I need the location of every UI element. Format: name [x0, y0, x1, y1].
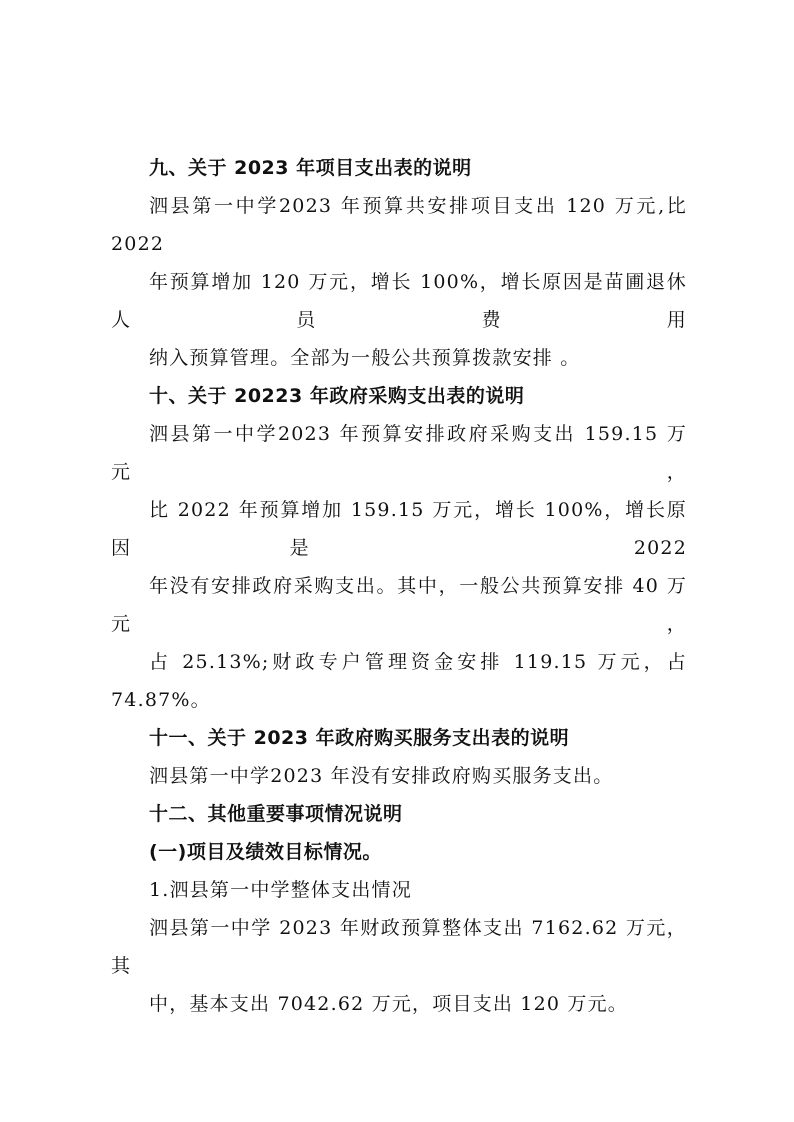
paragraph-line: 年预算增加 120 万元，增长 100%，增长原因是苗圃退休人员费用 — [111, 271, 687, 331]
section-paragraph-11 — [111, 757, 687, 795]
paragraph-line: 年没有安排政府采购支出。其中，一般公共预算安排 40 万元， — [111, 575, 687, 635]
section-heading-12: 十二、其他重要事项情况说明 — [149, 803, 403, 825]
paragraph-line: 占 25.13%;财政专户管理资金安排 119.15 万元，占 74.87%。 — [111, 651, 687, 711]
paragraph-line: 泗县第一中学 2023 年财政预算整体支出 7162.62 万元，其 — [111, 917, 687, 977]
item-title — [111, 871, 687, 909]
document-body — [111, 149, 687, 1023]
paragraph-line: 比 2022 年预算增加 159.15 万元，增长 100%，增长原因是 2022 — [111, 499, 687, 559]
item-title-text: 1.泗县第一中学整体支出情况 — [149, 879, 412, 901]
section-paragraph-10 — [111, 415, 687, 719]
section-paragraph-9 — [111, 187, 687, 377]
section-paragraph-12 — [111, 909, 687, 1023]
paragraph-line: 中，基本支出 7042.62 万元，项目支出 120 万元。 — [149, 993, 628, 1015]
section-heading-9: 九、关于 2023 年项目支出表的说明 — [149, 157, 472, 179]
section-heading-10: 十、关于 20223 年政府采购支出表的说明 — [149, 385, 525, 407]
paragraph-line: 泗县第一中学2023 年预算共安排项目支出 120 万元,比 2022 — [111, 195, 687, 255]
paragraph-line: 纳入预算管理。全部为一般公共预算拨款安排 。 — [149, 347, 581, 369]
subsection-heading: (一)项目及绩效目标情况。 — [149, 841, 382, 863]
paragraph-line: 泗县第一中学2023 年没有安排政府购买服务支出。 — [149, 765, 614, 787]
paragraph-line: 泗县第一中学2023 年预算安排政府采购支出 159.15 万元， — [111, 423, 687, 483]
section-heading-11: 十一、关于 2023 年政府购买服务支出表的说明 — [149, 727, 570, 749]
